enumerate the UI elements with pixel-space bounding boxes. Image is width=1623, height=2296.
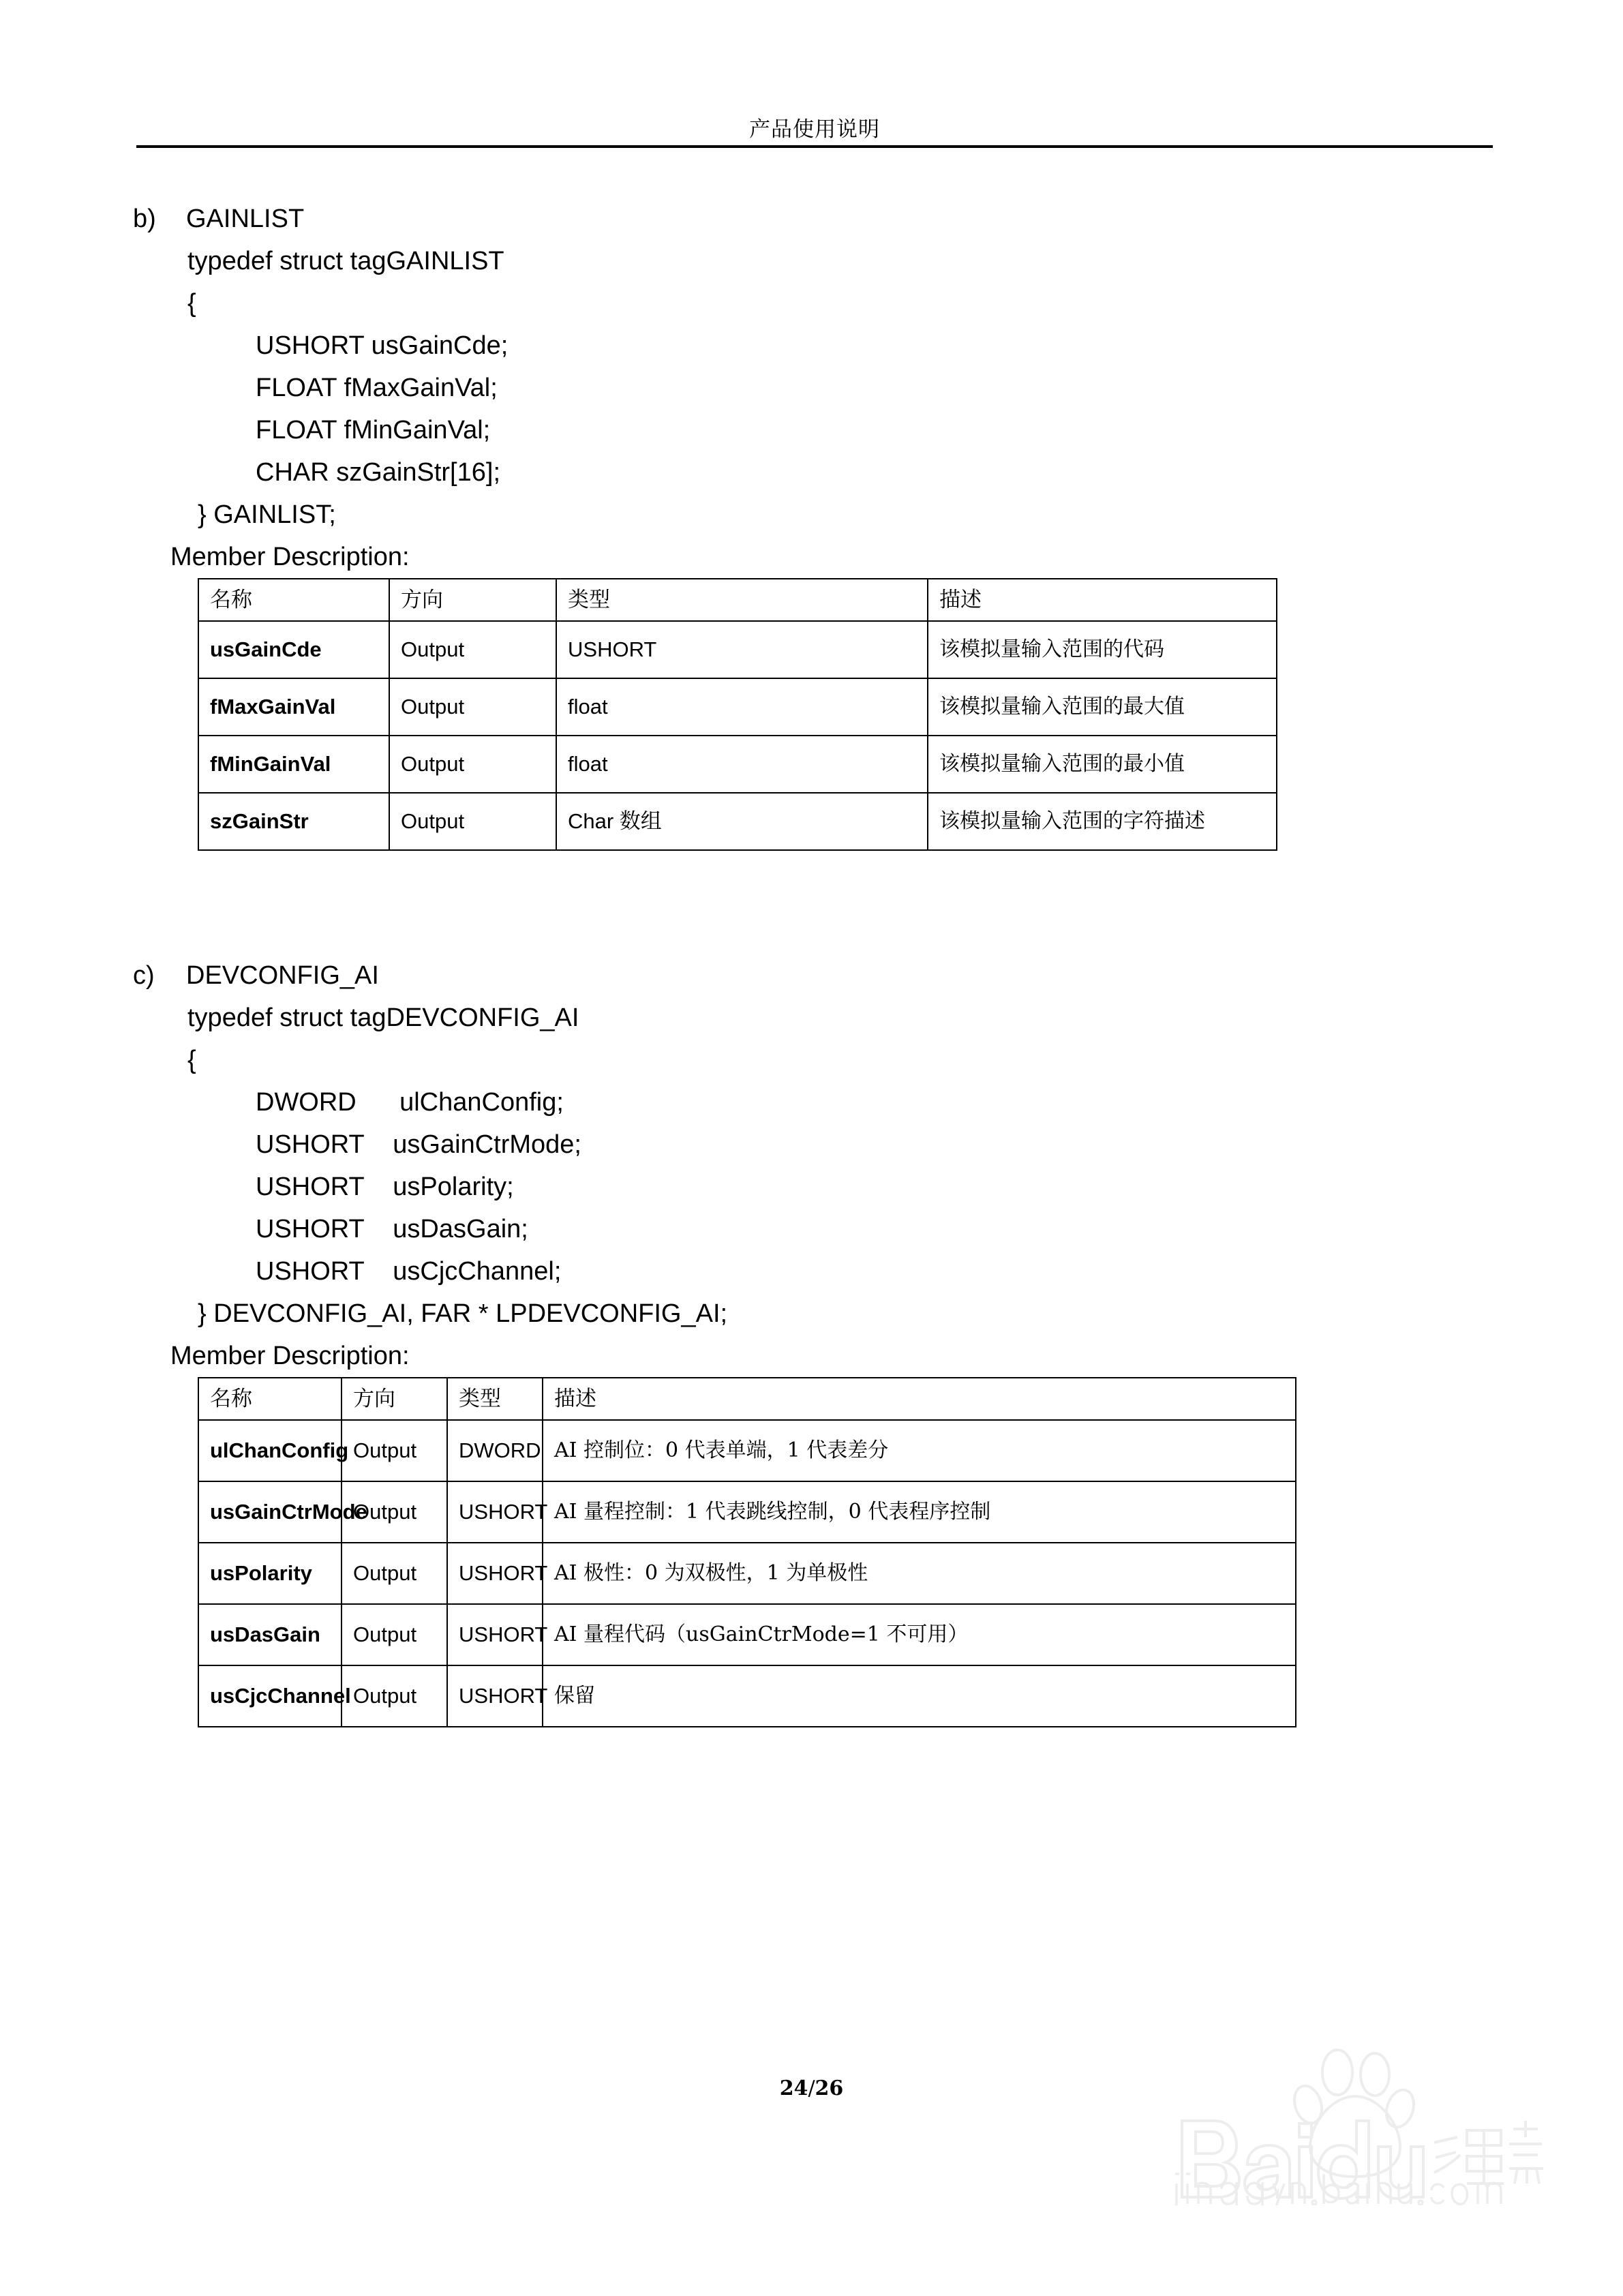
code-line-member-uspolarity: USHORT usPolarity;	[256, 1173, 514, 1201]
cell-member-description: 该模拟量输入范围的代码	[928, 621, 1277, 678]
cell-member-type: Char 数组	[556, 793, 928, 850]
column-header-name: 名称	[198, 579, 389, 621]
jingyan-cn-characters	[1434, 2121, 1543, 2184]
column-header-name: 名称	[198, 1378, 342, 1420]
cell-member-direction: Output	[342, 1543, 447, 1604]
section-devconfig-title: DEVCONFIG_AI	[186, 961, 379, 990]
code-line-brace-open: {	[187, 289, 196, 318]
table-row	[198, 1665, 1296, 1727]
column-header-description: 描述	[543, 1378, 1296, 1420]
code-line-member-ulchanconfig: DWORD ulChanConfig;	[256, 1088, 564, 1117]
cell-member-description: AI 极性：0 为双极性，1 为单极性	[543, 1543, 1296, 1604]
code-line-member-fmingainval: FLOAT fMinGainVal;	[256, 416, 491, 444]
code-line-brace-close: } GAINLIST;	[198, 500, 336, 529]
table-row	[198, 678, 1277, 736]
code-line-member-usgainctrmode: USHORT usGainCtrMode;	[256, 1130, 581, 1159]
total-page-count: 26	[815, 2076, 844, 2100]
cell-member-name: usPolarity	[198, 1543, 342, 1604]
cell-member-direction: Output	[389, 621, 556, 678]
member-table-devconfig-ai	[198, 1377, 1296, 1727]
column-header-description: 描述	[928, 579, 1277, 621]
cell-member-direction: Output	[389, 736, 556, 793]
cell-member-type: USHORT	[447, 1665, 543, 1727]
section-devconfig-marker: c)	[133, 961, 155, 990]
section-gainlist-title: GAINLIST	[186, 205, 305, 233]
table-header-row	[198, 579, 1277, 621]
cell-member-direction: Output	[342, 1665, 447, 1727]
code-line-member-uscjcchannel: USHORT usCjcChannel;	[256, 1257, 562, 1286]
code-line-member-usgaincde: USHORT usGainCde;	[256, 331, 509, 360]
table-row	[198, 1604, 1296, 1665]
jingyan-baidu-url	[1170, 2174, 1501, 2205]
cell-member-direction: Output	[342, 1420, 447, 1481]
cell-member-description: 保留	[543, 1665, 1296, 1727]
cell-member-name: szGainStr	[198, 793, 389, 850]
cell-member-description: 该模拟量输入范围的最大值	[928, 678, 1277, 736]
code-line-brace-open: {	[187, 1046, 196, 1074]
baidu-jingyan-watermark	[1152, 2028, 1547, 2205]
table-row	[198, 793, 1277, 850]
cell-member-type: USHORT	[447, 1604, 543, 1665]
header-divider-rule	[136, 145, 1493, 148]
member-description-label-gainlist: Member Description:	[170, 543, 410, 571]
table-header-row	[198, 1378, 1296, 1420]
cell-member-name: usGainCde	[198, 621, 389, 678]
table-row	[198, 1543, 1296, 1604]
member-description-label-devconfig: Member Description:	[170, 1342, 410, 1370]
column-header-type: 类型	[556, 579, 928, 621]
cell-member-name: fMinGainVal	[198, 736, 389, 793]
cell-member-name: usDasGain	[198, 1604, 342, 1665]
code-line-brace-close: } DEVCONFIG_AI, FAR * LPDEVCONFIG_AI;	[198, 1299, 728, 1328]
cell-member-direction: Output	[389, 793, 556, 850]
column-header-direction: 方向	[342, 1378, 447, 1420]
cell-member-description: 该模拟量输入范围的最小值	[928, 736, 1277, 793]
member-table-gainlist	[198, 578, 1277, 851]
cell-member-direction: Output	[389, 678, 556, 736]
code-line-member-fmaxgainval: FLOAT fMaxGainVal;	[256, 374, 498, 402]
cell-member-name: fMaxGainVal	[198, 678, 389, 736]
table-row	[198, 621, 1277, 678]
baidu-paw-icon	[1290, 2050, 1418, 2177]
cell-member-name: usCjcChannel	[198, 1665, 342, 1727]
cell-member-description: AI 控制位：0 代表单端，1 代表差分	[543, 1420, 1296, 1481]
cell-member-description: AI 量程代码（usGainCtrMode=1 不可用）	[543, 1604, 1296, 1665]
cell-member-type: USHORT	[556, 621, 928, 678]
section-devconfig-ai	[0, 954, 1623, 1727]
current-page-number: 24	[779, 2076, 808, 2100]
code-line-member-szgainstr: CHAR szGainStr[16];	[256, 458, 500, 487]
table-row	[198, 1481, 1296, 1543]
cell-member-direction: Output	[342, 1604, 447, 1665]
table-row	[198, 1420, 1296, 1481]
page-number-footer	[0, 2076, 1623, 2100]
cell-member-description: AI 量程控制：1 代表跳线控制，0 代表程序控制	[543, 1481, 1296, 1543]
column-header-type: 类型	[447, 1378, 543, 1420]
cell-member-type: USHORT	[447, 1481, 543, 1543]
cell-member-type: DWORD	[447, 1420, 543, 1481]
section-devconfig-heading	[133, 954, 1623, 997]
section-gainlist	[0, 198, 1623, 851]
cell-member-name: usGainCtrMode	[198, 1481, 342, 1543]
code-line-member-usdasgain: USHORT usDasGain;	[256, 1215, 528, 1243]
cell-member-direction: Output	[342, 1481, 447, 1543]
document-running-header	[136, 116, 1493, 143]
section-gainlist-heading	[133, 198, 1623, 240]
cell-member-type: float	[556, 678, 928, 736]
column-header-direction: 方向	[389, 579, 556, 621]
cell-member-name: ulChanConfig	[198, 1420, 342, 1481]
code-line-typedef: typedef struct tagDEVCONFIG_AI	[187, 1003, 579, 1032]
cell-member-description: 该模拟量输入范围的字符描述	[928, 793, 1277, 850]
cell-member-type: USHORT	[447, 1543, 543, 1604]
section-gainlist-marker: b)	[133, 205, 156, 233]
page-number-separator: /	[808, 2076, 815, 2100]
baidu-wordmark	[1182, 2121, 1423, 2199]
table-row	[198, 736, 1277, 793]
document-header-title: 产品使用说明	[749, 117, 880, 142]
cell-member-type: float	[556, 736, 928, 793]
code-line-typedef: typedef struct tagGAINLIST	[187, 247, 504, 275]
